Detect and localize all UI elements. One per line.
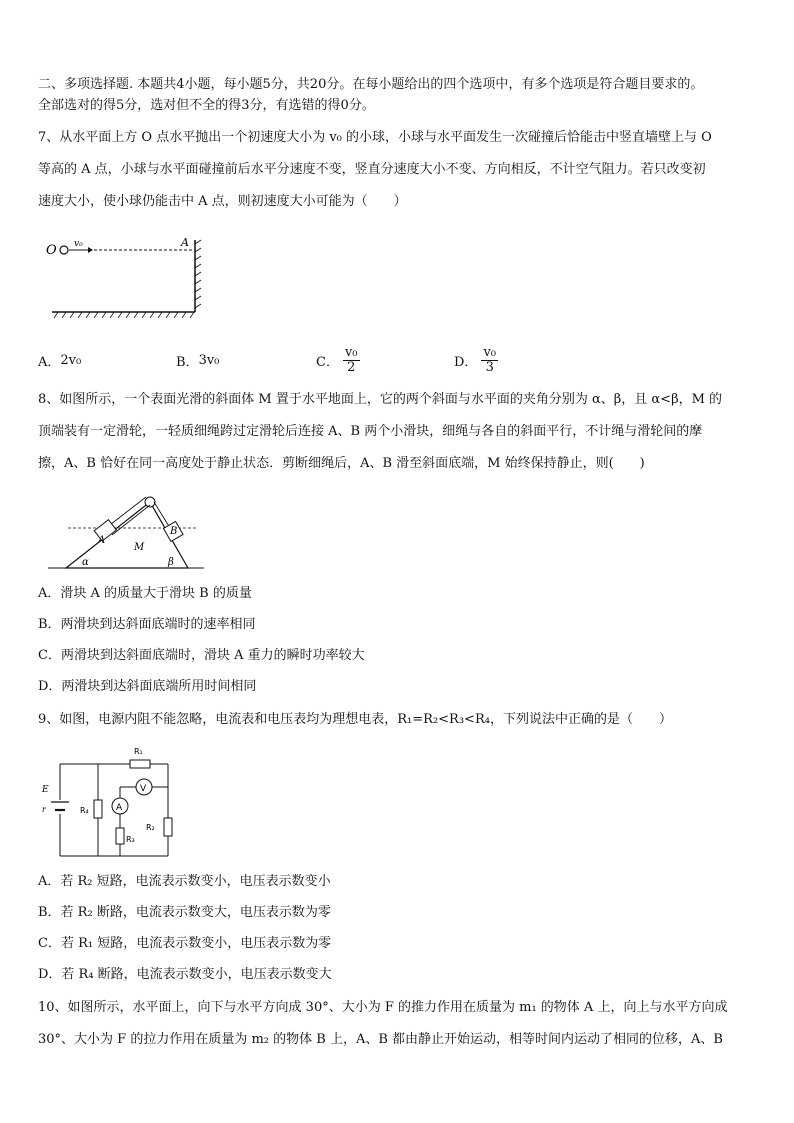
q7-option-c-num: v₀: [344, 344, 358, 360]
resistor-r3: [116, 828, 124, 844]
q7-options: [38, 338, 762, 382]
q7-option-c-den: 2: [347, 359, 356, 375]
q9-option-c[interactable]: C．若 R₁ 短路，电流表示数变小，电压表示数为零: [38, 936, 332, 951]
q9-label-e: E: [42, 785, 49, 795]
wall-hatch: [195, 240, 201, 308]
q9-option-b[interactable]: B．若 R₂ 断路，电流表示数变大，电压表示数为零: [38, 905, 331, 920]
q7-label-a: A: [181, 236, 189, 249]
exam-page: [38, 74, 762, 1056]
q7-option-b-key: B．: [176, 354, 199, 370]
question-10: [38, 992, 762, 1056]
q8-option-c[interactable]: C．两滑块到达斜面底端时，滑块 A 重力的瞬时功率较大: [38, 648, 365, 663]
resistor-r4: [94, 800, 102, 818]
ground-hatch: [54, 312, 194, 318]
q7-option-d-den: 3: [485, 359, 494, 375]
q7-label-o: O: [46, 243, 57, 258]
q9-label-r4: R₄: [80, 806, 89, 815]
q7-option-b[interactable]: [176, 351, 316, 370]
q8-label-alpha: α: [82, 557, 89, 568]
q7-option-d-num: v₀: [483, 344, 496, 360]
q10-line1: 10、如图所示，水平面上，向下与水平方向成 30°、大小为 F 的推力作用在质量为 m₁ 的物体 A 上，向上与水平方向成: [38, 1000, 728, 1015]
ball-circle: [60, 246, 68, 254]
rope-right: [154, 502, 170, 528]
q8-line3: 擦，A、B 恰好在同一高度处于静止状态．剪断细绳后，A、B 滑至斜面底端，M 始终保持静止，则( ): [38, 456, 645, 471]
q7-option-c-key: C．: [316, 354, 339, 370]
q9-label-r3: R₃: [126, 835, 135, 844]
q8-label-beta: β: [168, 557, 174, 568]
q7-option-a[interactable]: [38, 351, 176, 370]
resistor-r2: [164, 818, 172, 836]
q7-line3: 速度大小，使小球仍能击中 A 点，则初速度大小可能为（ ）: [38, 194, 407, 209]
q7-option-d[interactable]: [454, 346, 498, 375]
q9-options: [38, 866, 762, 990]
q7-option-d-key: D．: [454, 354, 478, 370]
q7-line1: 7、从水平面上方 O 点水平抛出一个初速度大小为 v₀ 的小球，小球与水平面发生一次碰撞后恰能击中竖直墙壁上与 O: [38, 130, 712, 145]
q8-option-b[interactable]: B．两滑块到达斜面底端时的速率相同: [38, 617, 256, 632]
question-7: [38, 122, 762, 382]
v0-arrowhead: [88, 247, 93, 253]
q7-line2: 等高的 A 点，小球与水平面碰撞前后水平分速度不变，竖直分速度大小不变、方向相反，不计空气阻力。若只改变初: [38, 162, 706, 177]
q8-options: [38, 578, 762, 702]
q8-line2: 顶端装有一定滑轮，一轻质细绳跨过定滑轮后连接 A、B 两个小滑块，细绳与各自的斜面平行，不计绳与滑轮间的摩: [38, 424, 703, 439]
q7-label-v0: v₀: [74, 239, 83, 249]
q7-option-c-fraction: [343, 346, 360, 375]
q8-label-a: A: [98, 535, 106, 546]
q7-option-b-text: 3v₀: [198, 352, 220, 368]
q9-line1: 9、如图，电源内阻不能忽略，电流表和电压表均为理想电表，R₁=R₂<R₃<R₄，下列说法中正确的是（ ）: [38, 712, 672, 727]
rope-left-bottom: [112, 505, 150, 535]
resistor-r1: [130, 760, 150, 768]
q9-label-am: A: [116, 803, 123, 813]
q8-line1: 8、如图所示，一个表面光滑的斜面体 M 置于水平地面上，它的两个斜面与水平面的夹角分别为 α、β，且 α<β，M 的: [38, 392, 723, 407]
q7-figure: [42, 232, 242, 332]
q8-option-d[interactable]: D．两滑块到达斜面底端所用时间相同: [38, 679, 257, 694]
q9-option-d[interactable]: D．若 R₄ 断路，电流表示数变小，电压表示数变大: [38, 967, 332, 982]
q9-label-r2: R₂: [146, 823, 155, 832]
q8-figure: [46, 486, 206, 576]
q8-label-b: B: [170, 526, 178, 537]
q7-option-d-fraction: [481, 346, 498, 375]
question-8: [38, 384, 762, 702]
q10-line2: 30°、大小为 F 的拉力作用在质量为 m₂ 的物体 B 上，A、B 都由静止开始运动，相等时间内运动了相同的位移，A、B: [38, 1032, 723, 1047]
q9-label-v: V: [140, 784, 147, 794]
q9-label-r1: R₁: [134, 747, 143, 756]
q7-option-c[interactable]: [316, 346, 454, 375]
question-9: [38, 704, 762, 990]
q9-figure: [40, 742, 180, 862]
q8-label-m: M: [134, 542, 145, 553]
q8-option-a[interactable]: A．滑块 A 的质量大于滑块 B 的质量: [38, 586, 252, 601]
section-header: [38, 74, 762, 116]
section-header-line1: 二、多项选择题. 本题共4小题，每小题5分，共20分。在每小题给出的四个选项中，有多个选项是符合题目要求的。: [38, 77, 704, 92]
q9-label-r: r: [42, 805, 46, 814]
section-header-line2: 全部选对的得5分，选对但不全的得3分，有选错的得0分。: [38, 98, 375, 113]
q9-option-a[interactable]: A．若 R₂ 短路，电流表示数变小，电压表示数变小: [38, 874, 331, 889]
q7-option-a-key: A．: [38, 354, 61, 370]
q7-option-a-text: 2v₀: [60, 352, 82, 368]
